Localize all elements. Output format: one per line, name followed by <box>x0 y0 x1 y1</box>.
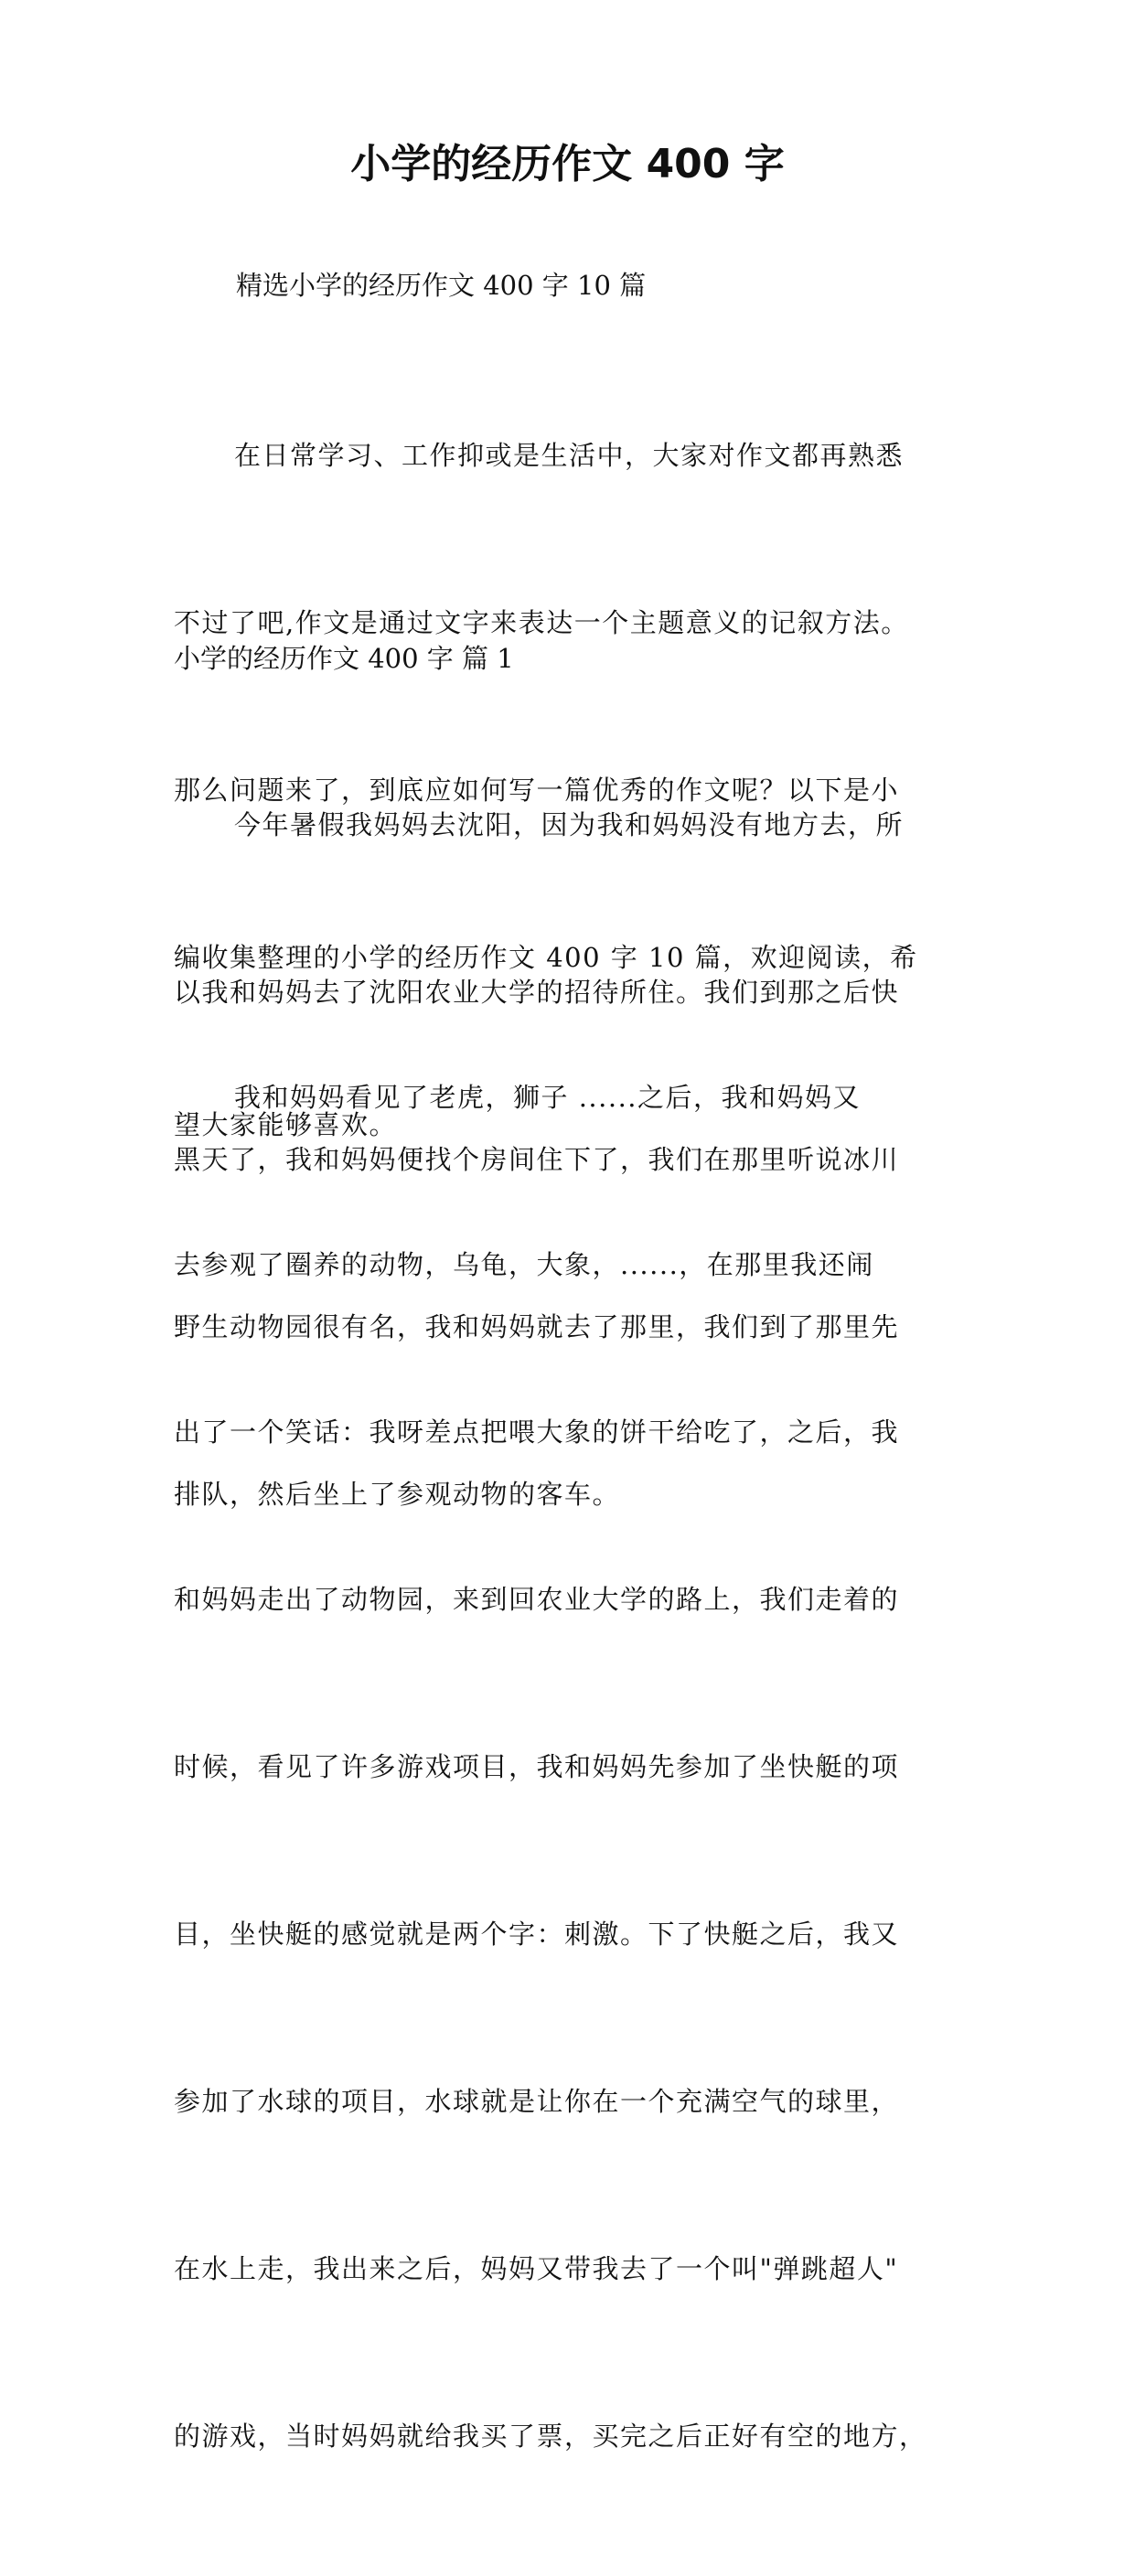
text-line: 望大家能够喜欢。 <box>174 1109 398 1140</box>
text-line: 野生动物园很有名，我和妈妈就去了那里，我们到了那里先 <box>174 1311 900 1342</box>
body-paragraph-2 <box>174 958 960 2576</box>
text-line: 那么问题来了，到底应如何写一篇优秀的作文呢？以下是小 <box>174 775 900 806</box>
text-line: 和妈妈走出了动物园，来到回农业大学的路上，我们走着的 <box>174 1584 900 1615</box>
text-line: 以我和妈妈去了沈阳农业大学的招待所住。我们到那之后快 <box>174 977 900 1008</box>
text-line: 参加了水球的项目，水球就是让你在一个充满空气的球里， <box>174 2086 900 2117</box>
text-line: 排队，然后坐上了参观动物的客车。 <box>174 1479 621 1510</box>
page-title: 小学的经历作文 400 字 <box>350 141 785 187</box>
document-subtitle: 精选小学的经历作文 400 字 10 篇 <box>236 270 647 301</box>
text-line: 在水上走，我出来之后，妈妈又带我去了一个叫"弹跳超人" <box>174 2253 899 2284</box>
text-line: 不过了吧,作文是通过文字来表达一个主题意义的记叙方法。 <box>174 607 909 638</box>
text-line: 在日常学习、工作抑或是生活中，大家对作文都再熟悉 <box>234 440 905 471</box>
text-line: 我和妈妈看见了老虎，狮子 ......之后，我和妈妈又 <box>234 1082 862 1113</box>
text-line: 出了一个笑话：我呀差点把喂大象的饼干给吃了，之后，我 <box>174 1416 900 1448</box>
text-line: 去参观了圈养的动物，乌龟，大象，......，在那里我还闹 <box>174 1249 874 1280</box>
text-line: 目，坐快艇的感觉就是两个字：刺激。下了快艇之后，我又 <box>174 1919 900 1950</box>
section-heading: 小学的经历作文 400 字 篇 1 <box>174 643 514 674</box>
text-line: 黑天了，我和妈妈便找个房间住下了，我们在那里听说冰川 <box>174 1144 900 1175</box>
text-line: 编收集整理的小学的经历作文 400 字 10 篇，欢迎阅读，希 <box>174 942 918 973</box>
text-line: 的游戏，当时妈妈就给我买了票，买完之后正好有空的地方， <box>174 2421 927 2452</box>
text-line: 今年暑假我妈妈去沈阳，因为我和妈妈没有地方去，所 <box>234 809 905 840</box>
text-line: 时候，看见了许多游戏项目，我和妈妈先参加了坐快艇的项 <box>174 1751 900 1782</box>
